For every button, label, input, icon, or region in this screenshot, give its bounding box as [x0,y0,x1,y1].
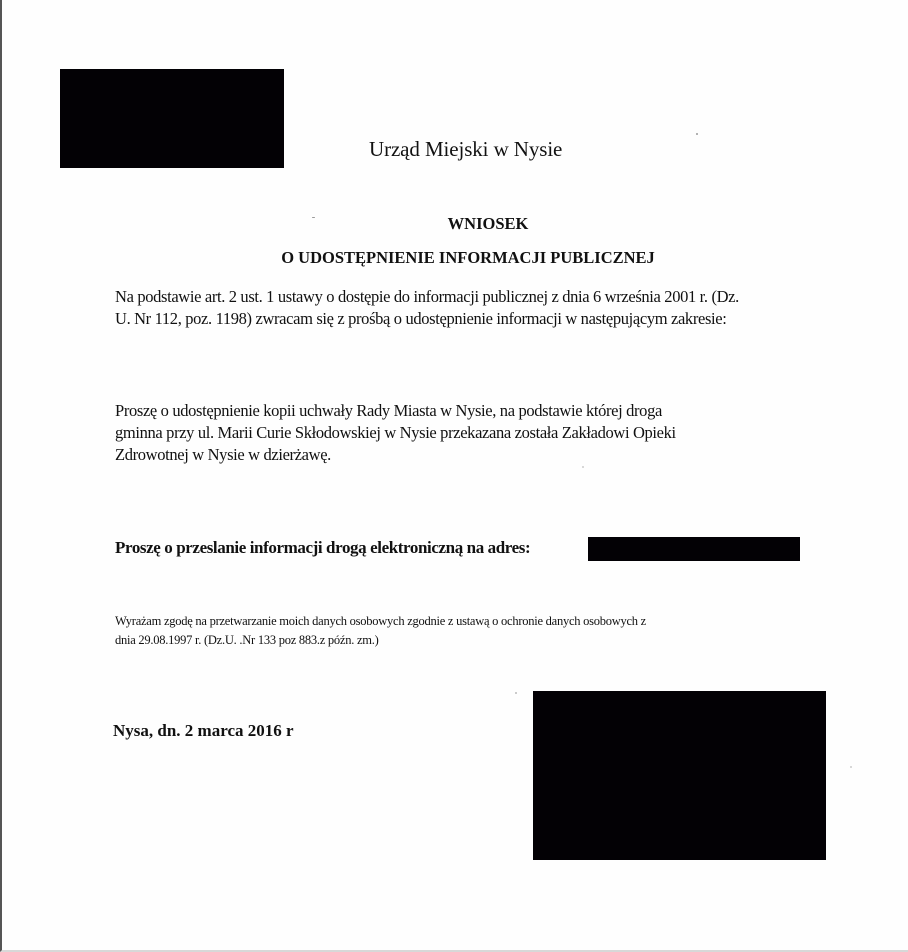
request-line: Zdrowotnej w Nysie w dzierżawę. [115,445,331,464]
office-name: Urząd Miejski w Nysie [369,137,563,161]
scan-speck [582,466,584,468]
request-line: gminna przy ul. Marii Curie Skłodowskiej w Nysie przekazana została Zakładowi Opieki [115,423,676,442]
request-paragraph [115,400,676,466]
legal-basis-paragraph [115,286,739,330]
scan-speck [515,692,517,694]
scan-speck [312,217,315,218]
delivery-request-label: Proszę o przeslanie informacji drogą elektroniczną na adres: [115,538,531,557]
redacted-applicant-block [60,69,284,168]
redacted-email [588,537,800,561]
scan-speck [850,766,852,768]
data-consent-statement [115,612,646,650]
legal-basis-line: U. Nr 112, poz. 1198) zwracam się z prośbą o udostępnienie informacji w następującym zakresie: [115,309,727,328]
scan-speck [696,133,698,135]
request-line: Proszę o udostępnienie kopii uchwały Rady Miasta w Nysie, na podstawie której droga [115,401,662,420]
document-subtitle: O UDOSTĘPNIENIE INFORMACJI PUBLICZNEJ [281,248,655,267]
redacted-signature [533,691,826,860]
consent-line: Wyrażam zgodę na przetwarzanie moich danych osobowych zgodnie z ustawą o ochronie danych osobowych z [115,614,646,628]
document-title: WNIOSEK [447,214,529,233]
consent-line: dnia 29.08.1997 r. (Dz.U. .Nr 133 poz 883.z późn. zm.) [115,633,379,647]
legal-basis-line: Na podstawie art. 2 ust. 1 ustawy o dostępie do informacji publicznej z dnia 6 września 2001 r. (Dz. [115,287,739,306]
place-and-date: Nysa, dn. 2 marca 2016 r [113,721,294,740]
